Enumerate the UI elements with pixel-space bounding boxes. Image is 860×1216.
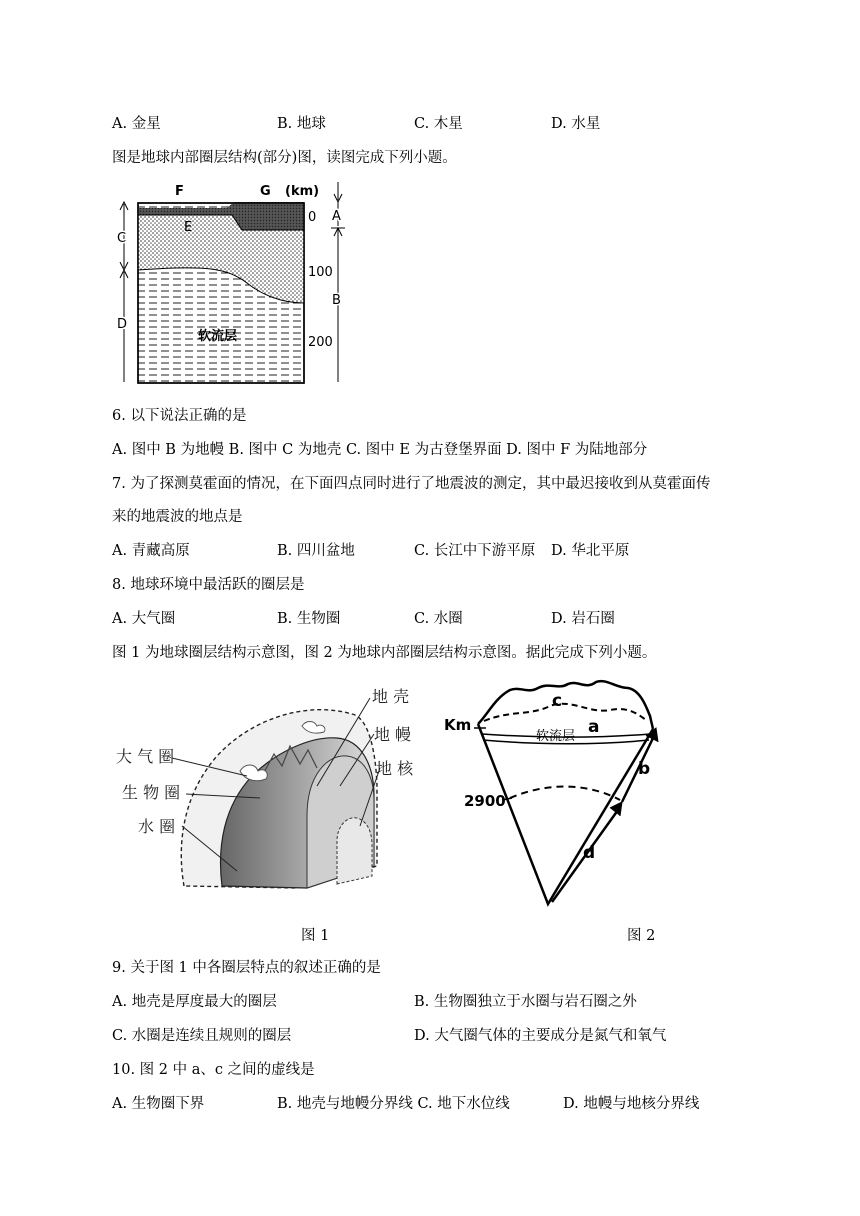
label-asthenosphere-fig1: 软流层 bbox=[198, 329, 238, 344]
q7-option-a: A. 青藏高原 bbox=[112, 543, 190, 559]
q9-option-c: C. 水圈是连续且规则的圈层 bbox=[112, 1028, 292, 1044]
label-c-fig2: c bbox=[552, 691, 563, 711]
q8-option-c: C. 水圈 bbox=[414, 611, 463, 627]
q6-options: A. 图中 B 为地幔 B. 图中 C 为地壳 C. 图中 E 为古登堡界面 D. 图中 F 为陆地部分 bbox=[112, 442, 648, 458]
label-f: F bbox=[175, 184, 184, 199]
label-2900: 2900 bbox=[464, 792, 506, 810]
label-b-right: B bbox=[332, 293, 341, 308]
q5-option-b: B. 地球 bbox=[277, 116, 326, 132]
label-asthenosphere-fig2: 软流层 bbox=[536, 729, 576, 744]
intro-text-2: 图 1 为地球圈层结构示意图，图 2 为地球内部圈层结构示意图。据此完成下列小题。 bbox=[112, 645, 657, 661]
label-atmosphere: 大 气 圈 bbox=[116, 747, 175, 766]
q10-option-d: D. 地幔与地核分界线 bbox=[563, 1096, 700, 1112]
q7-option-b: B. 四川盆地 bbox=[277, 543, 355, 559]
label-g: G bbox=[260, 184, 271, 199]
label-km: (km) bbox=[285, 184, 320, 199]
q7-option-c: C. 长江中下游平原 bbox=[414, 543, 536, 559]
label-biosphere: 生 物 圈 bbox=[122, 783, 181, 802]
label-d-left: D bbox=[117, 317, 128, 332]
tick-200: 200 bbox=[308, 335, 333, 350]
label-d-fig2: d bbox=[583, 843, 596, 863]
q5-option-c: C. 木星 bbox=[414, 116, 463, 132]
q9-option-b: B. 生物圈独立于水圈与岩石圈之外 bbox=[414, 994, 637, 1010]
tick-100: 100 bbox=[308, 265, 333, 280]
label-core: 地 核 bbox=[376, 759, 414, 778]
q10-option-b-c: B. 地壳与地幔分界线 C. 地下水位线 bbox=[277, 1096, 510, 1112]
label-hydrosphere: 水 圈 bbox=[138, 817, 176, 836]
q6-stem: 6. 以下说法正确的是 bbox=[112, 408, 247, 424]
label-b-fig2: b bbox=[638, 759, 651, 779]
label-a-fig2: a bbox=[588, 717, 600, 737]
q8-option-b: B. 生物圈 bbox=[277, 611, 341, 627]
figure-2-earth-interior-wedge bbox=[440, 676, 670, 910]
q10-stem: 10. 图 2 中 a、c 之间的虚线是 bbox=[112, 1062, 315, 1078]
label-c-left: C bbox=[117, 231, 127, 246]
q8-stem: 8. 地球环境中最活跃的圈层是 bbox=[112, 577, 305, 593]
label-km-fig2: Km bbox=[444, 716, 472, 734]
figure-1-earth-spheres bbox=[112, 676, 437, 910]
q5-option-d: D. 水星 bbox=[551, 116, 601, 132]
q7-stem-line1: 7. 为了探测莫霍面的情况，在下面四点同时进行了地震波的测定，其中最迟接收到从莫霍面传 bbox=[112, 476, 711, 492]
tick-0: 0 bbox=[308, 210, 317, 225]
figure-earth-layers-section bbox=[112, 180, 362, 386]
label-mantle: 地 幔 bbox=[374, 725, 412, 744]
q9-option-a: A. 地壳是厚度最大的圈层 bbox=[112, 994, 277, 1010]
label-a-right: A bbox=[332, 209, 341, 224]
q9-option-d: D. 大气圈气体的主要成分是氮气和氧气 bbox=[414, 1028, 667, 1044]
intro-text-1: 图是地球内部圈层结构(部分)图，读图完成下列小题。 bbox=[112, 150, 457, 166]
q9-stem: 9. 关于图 1 中各圈层特点的叙述正确的是 bbox=[112, 960, 381, 976]
q10-option-a: A. 生物圈下界 bbox=[112, 1096, 205, 1112]
figure-1-caption: 图 1 bbox=[301, 928, 330, 944]
q7-option-d: D. 华北平原 bbox=[551, 543, 630, 559]
label-e: E bbox=[184, 220, 193, 235]
q7-stem-line2: 来的地震波的地点是 bbox=[112, 509, 243, 525]
q8-option-a: A. 大气圈 bbox=[112, 611, 176, 627]
label-crust: 地 壳 bbox=[372, 687, 410, 706]
q5-option-a: A. 金星 bbox=[112, 116, 161, 132]
figure-2-caption: 图 2 bbox=[627, 928, 656, 944]
q8-option-d: D. 岩石圈 bbox=[551, 611, 615, 627]
